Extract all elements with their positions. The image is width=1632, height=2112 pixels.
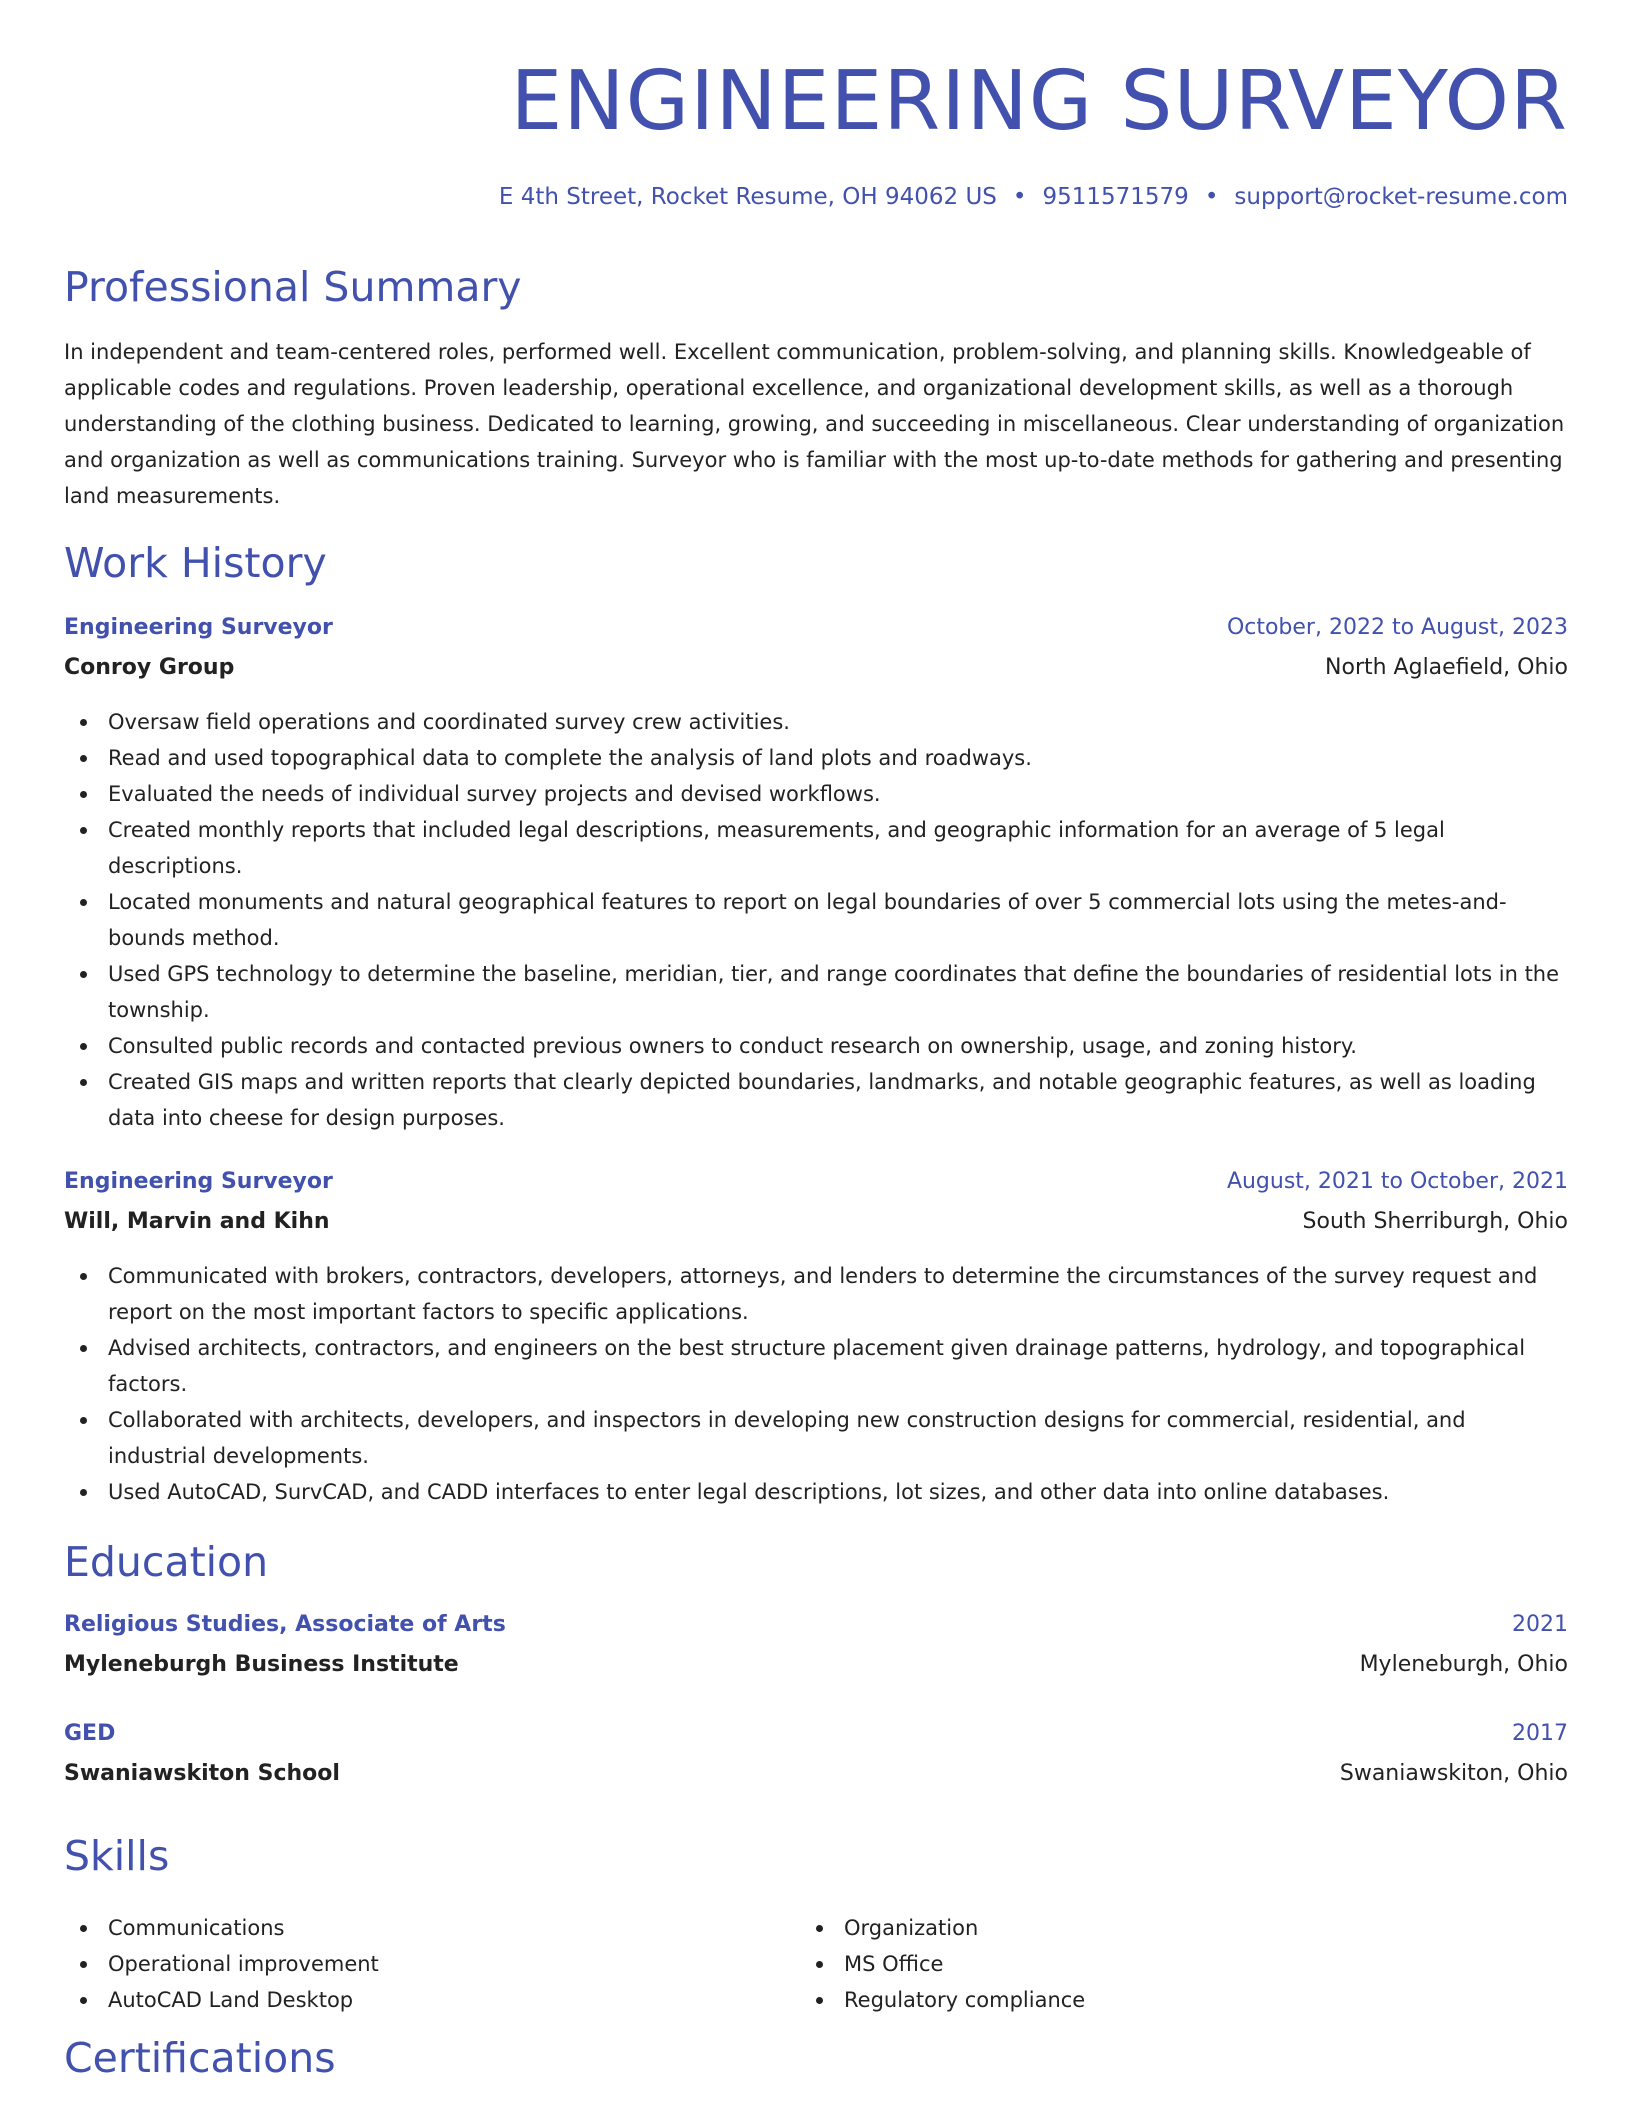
contact-address: E 4th Street, Rocket Resume, OH 94062 US <box>498 184 997 210</box>
list-item: Advised architects, contractors, and engineers on the best structure placement given drainage patterns, hydrology, and topographical factors. <box>108 1330 1568 1402</box>
education-year: 2017 <box>1512 1721 1568 1746</box>
contact-separator: • <box>1204 184 1219 210</box>
list-item: Collaborated with architects, developers, and inspectors in developing new construction designs for commercial, residential, and industrial developments. <box>108 1402 1568 1474</box>
education-heading: Education <box>64 1538 269 1586</box>
skill-item: MS Office <box>844 1946 1085 1982</box>
job-dates: August, 2021 to October, 2021 <box>1226 1169 1568 1194</box>
list-item: Read and used topographical data to complete the analysis of land plots and roadways. <box>108 740 1568 776</box>
skill-item: Operational improvement <box>108 1946 379 1982</box>
education-school: Myleneburgh Business Institute <box>64 1652 459 1677</box>
job-company: Conroy Group <box>64 655 235 680</box>
skills-list-left <box>64 1910 379 2018</box>
candidate-name: ENGINEERING SURVEYOR <box>510 54 1568 149</box>
list-item: Consulted public records and contacted previous owners to conduct research on ownership, usage, and zoning history. <box>108 1028 1568 1064</box>
list-item: Communicated with brokers, contractors, developers, attorneys, and lenders to determine the circumstances of the survey request and report on the most important factors to specific applications. <box>108 1258 1568 1330</box>
skill-item: AutoCAD Land Desktop <box>108 1982 379 2018</box>
summary-text: In independent and team-centered roles, performed well. Excellent communication, problem-solving, and planning skills. Knowledgeable of applicable codes and regulations. Proven leadership, operational excellence, and organizational development skills, as well as a thorough understanding of the clothing business. Dedicated to learning, growing, and succeeding in miscellaneous. Clear understanding of organization and organization as well as communications training. Surveyor who is familiar with the most up-to-date methods for gathering and presenting land measurements. <box>64 340 1565 508</box>
job-title-row <box>64 611 1568 645</box>
education-degree-row <box>64 1608 1568 1642</box>
job-company-row <box>64 651 1568 685</box>
list-item: Used GPS technology to determine the baseline, meridian, tier, and range coordinates that define the boundaries of residential lots in the township. <box>108 956 1568 1028</box>
job-bullets <box>64 704 1568 1136</box>
skills-list-right <box>800 1910 1085 2018</box>
work-history-heading: Work History <box>64 539 327 587</box>
list-item: Created monthly reports that included legal descriptions, measurements, and geographic information for an average of 5 legal descriptions. <box>108 812 1568 884</box>
education-degree: Religious Studies, Associate of Arts <box>64 1612 506 1637</box>
education-degree-row <box>64 1717 1568 1751</box>
skill-item: Organization <box>844 1910 1085 1946</box>
list-item: Evaluated the needs of individual survey projects and devised workflows. <box>108 776 1568 812</box>
skills-heading: Skills <box>64 1832 170 1880</box>
job-bullets <box>64 1258 1568 1510</box>
education-location: Myleneburgh, Ohio <box>1359 1652 1568 1677</box>
education-year: 2021 <box>1512 1612 1568 1637</box>
job-location: North Aglaefield, Ohio <box>1325 655 1568 680</box>
contact-separator: • <box>1012 184 1027 210</box>
skill-item: Regulatory compliance <box>844 1982 1085 2018</box>
skill-item: Communications <box>108 1910 379 1946</box>
job-location: South Sherriburgh, Ohio <box>1302 1209 1568 1234</box>
education-degree: GED <box>64 1721 116 1746</box>
job-dates: October, 2022 to August, 2023 <box>1226 615 1568 640</box>
job-company: Will, Marvin and Kihn <box>64 1209 330 1234</box>
contact-email: support@rocket-resume.com <box>1234 184 1568 210</box>
list-item: Located monuments and natural geographical features to report on legal boundaries of over 5 commercial lots using the metes-and-bounds method. <box>108 884 1568 956</box>
contact-line <box>499 181 1568 213</box>
job-role: Engineering Surveyor <box>64 1169 333 1194</box>
summary-heading: Professional Summary <box>64 263 522 311</box>
job-role: Engineering Surveyor <box>64 615 333 640</box>
education-school-row <box>64 1757 1568 1791</box>
list-item: Used AutoCAD, SurvCAD, and CADD interfaces to enter legal descriptions, lot sizes, and other data into online databases. <box>108 1474 1568 1510</box>
job-title-row <box>64 1165 1568 1199</box>
education-location: Swaniawskiton, Ohio <box>1339 1761 1568 1786</box>
list-item: Oversaw field operations and coordinated survey crew activities. <box>108 704 1568 740</box>
list-item: Created GIS maps and written reports that clearly depicted boundaries, landmarks, and notable geographic features, as well as loading data into cheese for design purposes. <box>108 1064 1568 1136</box>
education-school: Swaniawskiton School <box>64 1761 340 1786</box>
contact-phone: 9511571579 <box>1042 184 1189 210</box>
education-school-row <box>64 1648 1568 1682</box>
job-company-row <box>64 1205 1568 1239</box>
certifications-heading: Certifications <box>64 2034 336 2082</box>
